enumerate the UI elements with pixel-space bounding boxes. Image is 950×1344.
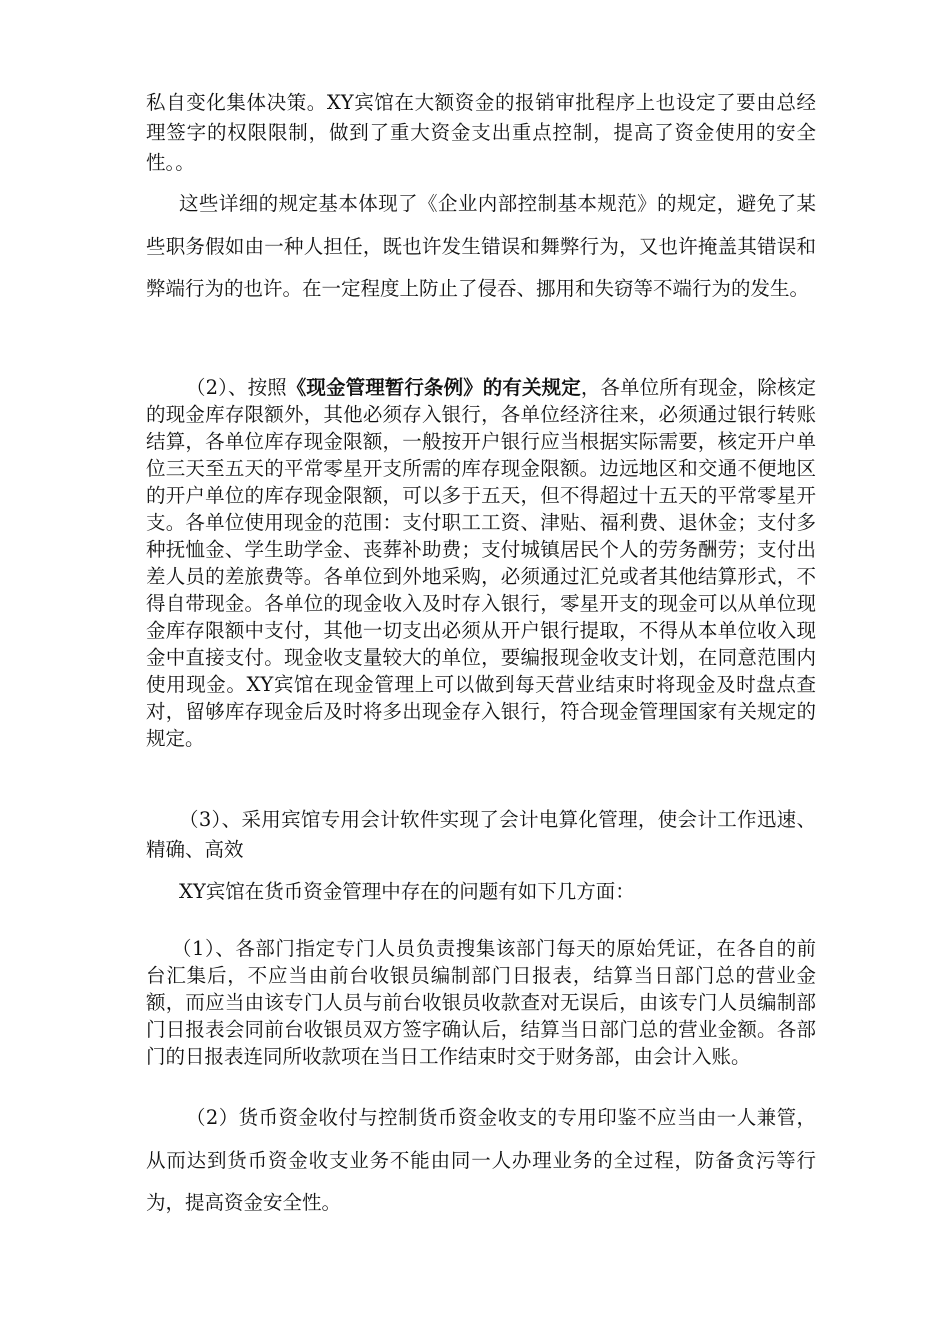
regulation-title-bold: 《现金管理暂行条例》的有关规定 xyxy=(286,376,581,399)
paragraph-problem-1: （1）、各部门指定专门人员负责搜集该部门每天的原始凭证，在各自的前台汇集后，不应当由前台收银员编制部门日报表，结算当日部门总的营业金额，而应当由该专门人员与前台收银员收款查对无误后，由该专门人员编制部门日报表会同前台收银员双方签字确认后，结算当日部门总的营业金额。各部门的日报表连同所收款项在当日工作结束时交于财务部，由会计入账。 xyxy=(146,937,816,1068)
paragraph-approval-controls: 私自变化集体决策。XY宾馆在大额资金的报销审批程序上也设定了要由总经理签字的权限限制，做到了重大资金支出重点控制，提高了资金使用的安全性。。 xyxy=(146,91,816,174)
paragraph-cash-management-regulation xyxy=(146,374,816,752)
paragraph-problems-heading: XY宾馆在货币资金管理中存在的问题有如下几方面： xyxy=(179,880,635,903)
paragraph-internal-control-summary: 这些详细的规定基本体现了《企业内部控制基本规范》的规定，避免了某些职务假如由一种人担任，既也许发生错误和舞弊行为，又也许掩盖其错误和弊端行为的也许。在一定程度上防止了侵吞、挪用和失窃等不端行为的发生。 xyxy=(146,192,816,300)
paragraph-problem-2: （2）货币资金收付与控制货币资金收支的专用印鉴不应当由一人兼管，从而达到货币资金收支业务不能由同一人办理业务的全过程，防备贪污等行为，提高资金安全性。 xyxy=(146,1106,816,1214)
paragraph-accounting-software: （3）、采用宾馆专用会计软件实现了会计电算化管理，使会计工作迅速、精确、高效 xyxy=(146,808,816,861)
item-2-body: ，各单位所有现金，除核定的现金库存限额外，其他必须存入银行，各单位经济往来，必须通过银行转账结算，各单位库存现金限额，一般按开户银行应当根据实际需要，核定开户单位三天至五天的平常零星开支所需的库存现金限额。边远地区和交通不便地区的开户单位的库存现金限额，可以多于五天，但不得超过十五天的平常零星开支。各单位使用现金的范围：支付职工工资、津贴、福利费、退休金；支付多种抚恤金、学生助学金、丧葬补助费；支付城镇居民个人的劳务酬劳；支付出差人员的差旅费等。各单位到外地采购，必须通过汇兑或者其他结算形式，不得自带现金。各单位的现金收入及时存入银行，零星开支的现金可以从单位现金库存限额中支付，其他一切支出必须从开户银行提取，不得从本单位收入现金中直接支付。现金收支量较大的单位，要编报现金收支计划，在同意范围内使用现金。XY宾馆在现金管理上可以做到每天营业结束时将现金及时盘点查对，留够库存现金后及时将多出现金存入银行，符合现金管理国家有关规定的规定。 xyxy=(146,376,816,750)
item-2-prefix: （2）、按照 xyxy=(186,376,287,399)
